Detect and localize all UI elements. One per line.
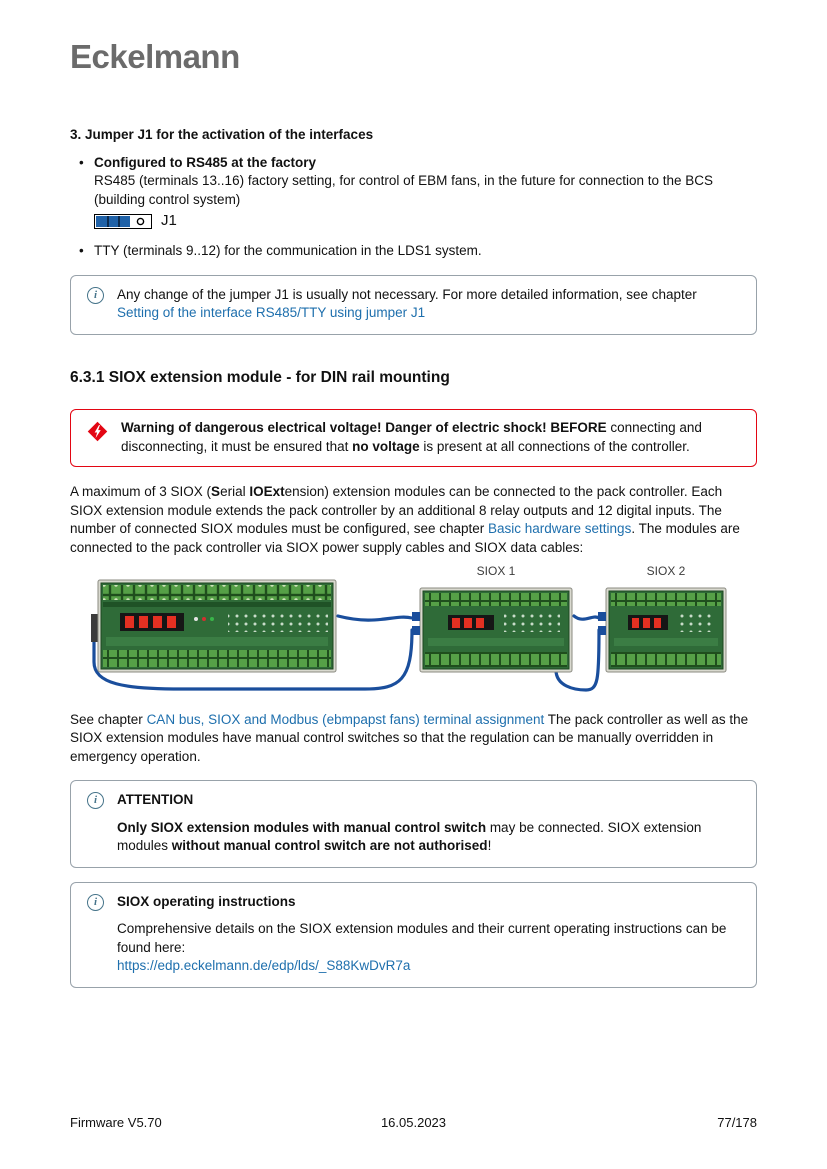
jumper-note-text: Any change of the jumper J1 is usually not necessary. For more detailed information, see chapter [117, 286, 697, 302]
link-basic-hardware-settings[interactable]: Basic hardware settings [488, 521, 632, 536]
jumper-graphic-row [94, 212, 757, 230]
warning-box [70, 409, 757, 467]
footer-date: 16.05.2023 [380, 1115, 447, 1130]
warning-text-fragment: is present at all connections of the controller. [419, 438, 690, 454]
see-fragment: See chapter [70, 711, 147, 727]
bullet-rs485-text: RS485 (terminals 13..16) factory setting, for control of EBM fans, in the future for connection to the BCS (building control system) [94, 173, 714, 207]
pack-controller-board [91, 580, 336, 672]
info-icon: i [87, 894, 104, 911]
attention-fragment: may be connected. SIOX extension modules [117, 819, 702, 853]
attention-bold: Only SIOX extension modules with manual control switch [117, 819, 487, 835]
siox-instructions-text: Comprehensive details on the SIOX extension modules and their current operating instructions can be found here: [117, 921, 727, 955]
link-can-bus-terminal-assignment[interactable]: CAN bus, SIOX and Modbus (ebmpapst fans) terminal assignment [146, 711, 545, 727]
jumper-label: J1 [161, 211, 177, 229]
intro-fragment: . The modules are connected to the pack controller via SIOX power supply cables and SIOX data cables: [70, 521, 740, 555]
siox-wiring-figure [82, 564, 757, 704]
attention-fragment: ! [487, 838, 492, 853]
siox1-label: SIOX 1 [476, 564, 516, 578]
siox-section [70, 369, 757, 988]
info-icon: i [87, 287, 104, 304]
warning-text-bold: Warning of dangerous electrical voltage! Danger of electric shock! BEFORE [121, 420, 607, 435]
bullet-rs485 [70, 154, 757, 231]
intro-fragment: A maximum of 3 SIOX ( [70, 484, 212, 499]
section-heading-siox: 6.3.1 SIOX extension module - for DIN rail mounting [70, 368, 450, 386]
siox2-board [598, 588, 726, 672]
attention-bold: without manual control switch are not authorised [171, 838, 488, 853]
siox1-board [412, 588, 572, 672]
section-heading-jumper: 3. Jumper J1 for the activation of the interfaces [70, 127, 374, 142]
jumper-section [70, 126, 757, 335]
footer-firmware-version: Firmware V5.70 [70, 1115, 162, 1130]
warning-text-fragment: connecting and disconnecting, it must be ensured that [121, 420, 702, 454]
link-siox-instructions-url[interactable]: https://edp.eckelmann.de/edp/lds/_S88KwDvR7a [117, 958, 411, 973]
link-jumper-chapter[interactable]: Setting of the interface RS485/TTY using jumper J1 [117, 305, 426, 320]
siox-instructions-box [70, 882, 757, 988]
intro-bold: IOExt [249, 484, 285, 499]
siox-connection-diagram [82, 564, 732, 698]
info-icon: i [87, 792, 104, 809]
bullet-dot: • [79, 154, 84, 170]
bullet-tty-text: TTY (terminals 9..12) for the communication in the LDS1 system. [94, 243, 482, 258]
intro-fragment: erial [220, 484, 250, 499]
jumper-note-box [70, 275, 757, 335]
attention-text [117, 819, 742, 856]
warning-text [121, 419, 742, 456]
siox-intro-paragraph [70, 483, 757, 557]
bullet-tty [70, 242, 757, 261]
intro-fragment: ension) extension modules can be connected to the pack controller. Each SIOX extension module extends the pack controller by an additional 8 relay outputs and 12 digital inputs. The number of connected SIOX modules must be configured, see chapter [70, 484, 723, 536]
attention-title: ATTENTION [117, 792, 194, 807]
attention-box [70, 780, 757, 868]
intro-bold: S [211, 484, 221, 499]
bullet-rs485-title: Configured to RS485 at the factory [94, 154, 317, 170]
see-fragment: The pack controller as well as the SIOX extension modules have manual control switches so that the regulation can be manually overridden in emergency operation. [70, 711, 749, 764]
jumper-bullet-list [70, 154, 757, 261]
bullet-dot: • [79, 243, 84, 258]
see-chapter-paragraph [70, 711, 757, 767]
jumper-j1-icon [94, 214, 152, 229]
siox-instructions-title: SIOX operating instructions [117, 893, 296, 909]
siox2-label: SIOX 2 [646, 564, 686, 578]
page-footer [70, 1114, 757, 1133]
electrical-hazard-icon [87, 421, 108, 442]
brand-logo: Eckelmann [70, 38, 240, 75]
footer-page-number: 77/178 [717, 1115, 757, 1130]
warning-text-bold: no voltage [352, 438, 420, 454]
